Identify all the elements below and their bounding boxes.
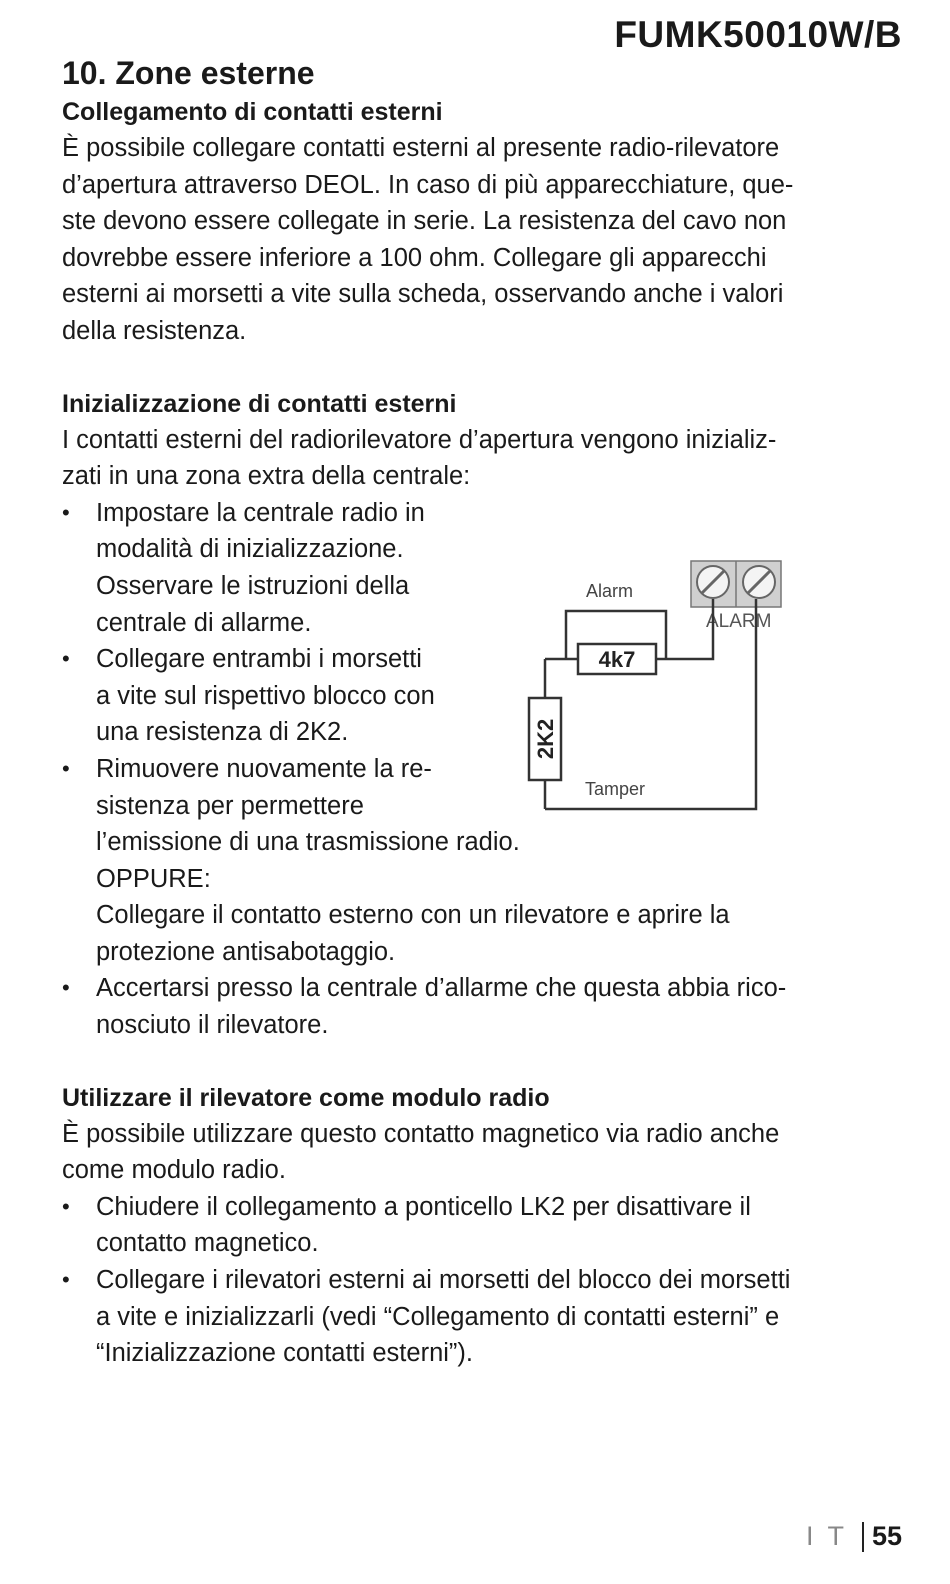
- list-item: [62, 970, 902, 1043]
- or-label: OPPURE:: [96, 864, 211, 893]
- text-line: zati in una zona extra della centrale:: [62, 462, 471, 491]
- terminal-block: [691, 561, 781, 607]
- text-line: una resistenza di 2K2.: [96, 718, 349, 747]
- text-line: ste devono essere collegate in serie. La resistenza del cavo non: [62, 207, 787, 236]
- text-line: • Chiudere il collegamento a ponticello LK2 per disattivare il: [96, 1192, 751, 1221]
- text-line: È possibile utilizzare questo contatto magnetico via radio anche: [62, 1119, 780, 1148]
- radio-heading: Utilizzare il rilevatore come modulo radio: [62, 1083, 550, 1112]
- text-line: a vite sul rispettivo blocco con: [96, 681, 435, 710]
- text-line: della resistenza.: [62, 316, 247, 345]
- page-number: 55: [871, 1521, 902, 1551]
- text-line: contatto magnetico.: [96, 1229, 319, 1258]
- connect-paragraph: [62, 130, 902, 350]
- terminal-label: ALARM: [706, 611, 772, 632]
- resistor-2k2: [529, 698, 561, 780]
- connect-heading: Collegamento di contatti esterni: [62, 98, 443, 126]
- text-line: modalità di inizializzazione.: [96, 535, 404, 564]
- text-line: esterni ai morsetti a vite sulla scheda, osservando anche i valori: [62, 280, 784, 309]
- screw-icon: [697, 566, 729, 598]
- page-footer: [806, 1521, 902, 1552]
- text-line: • Impostare la centrale radio in: [96, 498, 425, 527]
- text-line: È possibile collegare contatti esterni al presente radio-rilevatore: [62, 134, 780, 162]
- resistor-2k2-label: 2K2: [533, 718, 558, 760]
- text-line: Collegare il contatto esterno con un rilevatore e aprire la: [96, 901, 730, 930]
- list-item: [62, 1189, 902, 1262]
- model-header: FUMK50010W/B: [614, 14, 902, 55]
- text-line: sistenza per permettere: [96, 791, 364, 820]
- init-heading: Inizializzazione di contatti esterni: [62, 389, 457, 418]
- init-intro: [62, 422, 902, 495]
- section-title: 10. Zone esterne: [62, 55, 315, 91]
- text-line: • Collegare entrambi i morsetti: [96, 645, 422, 674]
- text-line: • Accertarsi presso la centrale d’allarme che questa abbia rico-: [96, 974, 787, 1003]
- text-line: • Collegare i rilevatori esterni ai morsetti del blocco dei morsetti: [96, 1266, 791, 1295]
- text-line: protezione antisabotaggio.: [96, 937, 396, 966]
- resistor-4k7-label: 4k7: [598, 647, 636, 672]
- language-label: IT: [805, 1521, 858, 1551]
- init-steps-list-continued: [62, 970, 902, 1043]
- text-line: I contatti esterni del radiorilevatore d’apertura vengono inizializ-: [62, 425, 777, 454]
- text-line: a vite e inizializzarli (vedi “Collegamento di contatti esterni” e: [96, 1302, 780, 1331]
- text-line: dovrebbe essere inferiore a 100 ohm. Collegare gli apparecchi: [62, 243, 767, 272]
- resistor-4k7: [578, 644, 656, 674]
- text-line: centrale di allarme.: [96, 608, 312, 637]
- radio-steps-list: [62, 1189, 902, 1372]
- wiring-diagram: [523, 555, 788, 820]
- list-item: [62, 1262, 902, 1372]
- alarm-label: Alarm: [586, 581, 634, 601]
- footer-divider: [862, 1522, 864, 1552]
- text-line: Osservare le istruzioni della: [96, 571, 410, 600]
- radio-paragraph: [62, 1116, 902, 1189]
- text-line: • Rimuovere nuovamente la re-: [96, 754, 432, 783]
- text-line: l’emissione di una trasmissione radio.: [96, 828, 520, 857]
- text-line: “Inizializzazione contatti esterni”).: [96, 1339, 473, 1368]
- text-line: d’apertura attraverso DEOL. In caso di più apparecchiature, que-: [62, 170, 794, 199]
- screw-icon: [743, 566, 775, 598]
- text-line: come modulo radio.: [62, 1156, 286, 1185]
- tamper-label: Tamper: [585, 779, 646, 799]
- text-line: nosciuto il rilevatore.: [96, 1011, 329, 1040]
